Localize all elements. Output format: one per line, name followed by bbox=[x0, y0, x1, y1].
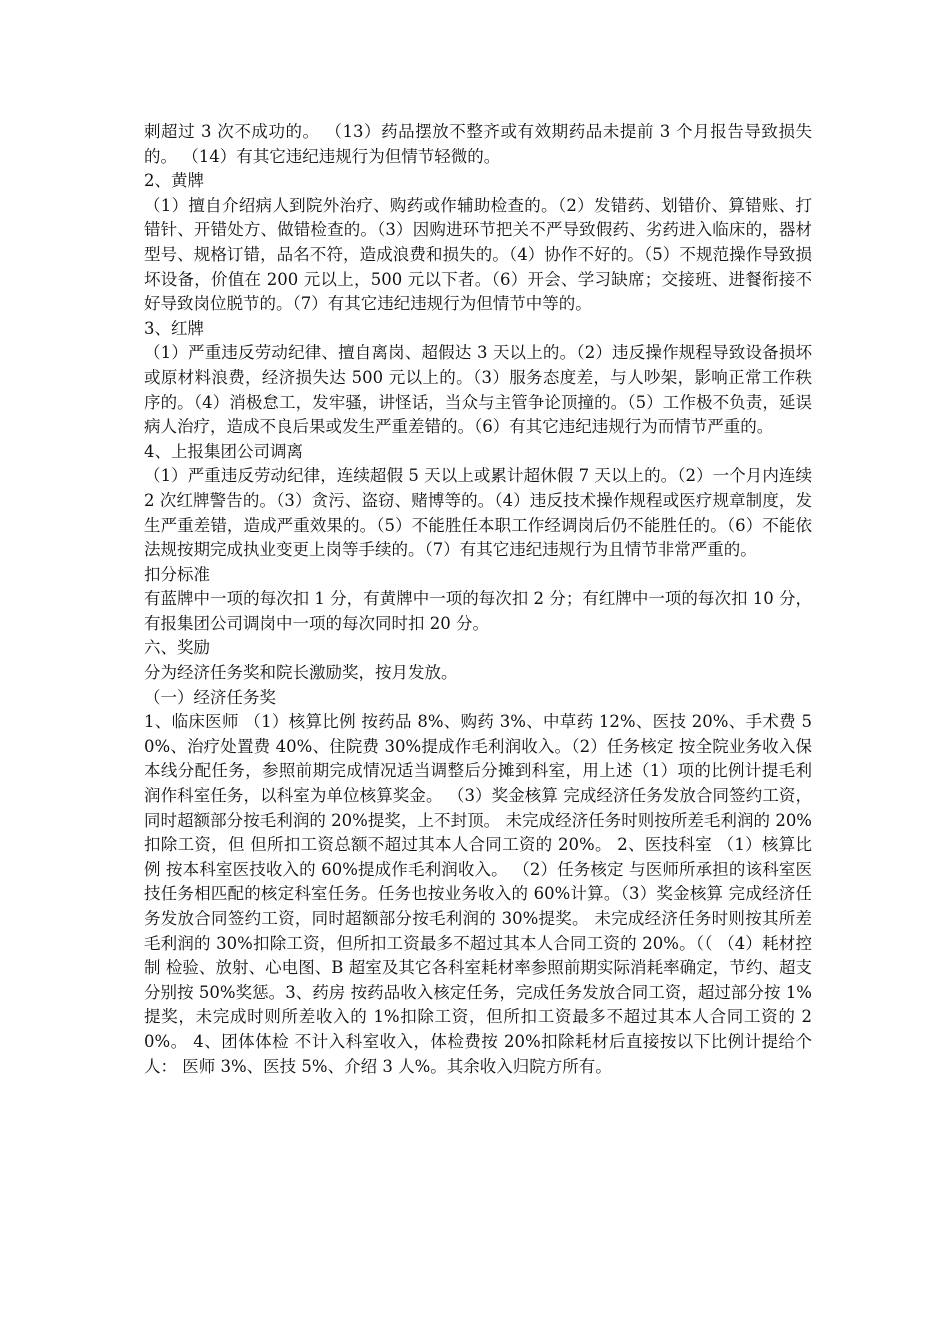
heading-deduction-standard: 扣分标准 bbox=[144, 564, 210, 584]
paragraph-deduction-standard: 有蓝牌中一项的每次扣 1 分，有黄牌中一项的每次扣 2 分；有红牌中一项的每次扣 10 分，有报集团公司调岗中一项的每次同时扣 20 分。 bbox=[144, 589, 812, 633]
heading-red-card: 3、红牌 bbox=[144, 318, 204, 338]
heading-yellow-card: 2、黄牌 bbox=[144, 171, 204, 191]
paragraph-blue-card-tail: 刺超过 3 次不成功的。 （13）药品摆放不整齐或有效期药品未提前 3 个月报告导致损失的。 （14）有其它违纪违规行为但情节轻微的。 bbox=[144, 122, 812, 166]
paragraph-economic-task-award: 1、临床医师 （1）核算比例 按药品 8%、购药 3%、中草药 12%、医技 20%、手术费 50%、治疗处置费 40%、住院费 30%提成作毛利润收入。（2）任务核定 按全院业务收入保本线分配任务，参照前期完成情况适当调整后分摊到科室，用上述（1）项的比例计提毛利润作科室任务，以科室为单位核算奖金。 （3）奖金核算 完成经济任务发放合同签约工资，同时超额部分按毛利润的 20%提奖，上不封顶。 未完成经济任务时则按所差毛利润的 20%扣除工资，但 但所扣工资总额不超过其本人合同工资的 20%。 2、医技科室 （1）核算比例 按本科室医技收入的 60%提成作毛利润收入。 （2）任务核定 与医师所承担的该科室医技任务相匹配的核定科室任务。任务也按业务收入的 60%计算。（3）奖金核算 完成经济任务发放合同签约工资，同时超额部分按毛利润的 30%提奖。 未完成经济任务时则按其所差毛利润的 30%扣除工资，但所扣工资最多不超过其本人合同工资的 20%。（（ （4）耗材控制 检验、放射、心电图、B 超室及其它各科室耗材率参照前期实际消耗率确定，节约、超支分别按 50%奖惩。3、药房 按药品收入核定任务，完成任务发放合同工资，超过部分按 1% 提奖，未完成时则所差收入的 1%扣除工资，但所扣工资最多不超过其本人合同工资的 20%。 4、团体体检 不计入科室收入，体检费按 20%扣除耗材后直接按以下比例计提给个人： 医师 3%、医技 5%、介绍 3 人%。其余收入归院方所有。 bbox=[144, 712, 812, 1076]
paragraph-rewards: 分为经济任务奖和院长激励奖，按月发放。 bbox=[144, 663, 458, 683]
paragraph-report-group: （1）严重违反劳动纪律，连续超假 5 天以上或累计超休假 7 天以上的。（2）一个月内连续 2 次红牌警告的。（3）贪污、盗窃、赌博等的。（4）违反技术操作规程或医疗规章制度，发生严重差错，造成严重效果的。（5）不能胜任本职工作经调岗后仍不能胜任的。（6）不能依法规按期完成执业变更上岗等手续的。（7）有其它违纪违规行为且情节非常严重的。 bbox=[144, 466, 812, 560]
document-body bbox=[144, 120, 812, 1079]
paragraph-yellow-card: （1）擅自介绍病人到院外治疗、购药或作辅助检查的。（2）发错药、划错价、算错账、打错针、开错处方、做错检查的。（3）因购进环节把关不严导致假药、劣药进入临床的，器材型号、规格订错，品名不符，造成浪费和损失的。（4）协作不好的。（5）不规范操作导致损坏设备，价值在 200 元以上，500 元以下者。（6）开会、学习缺席；交接班、进餐衔接不好导致岗位脱节的。（7）有其它违纪违规行为但情节中等的。 bbox=[144, 195, 812, 314]
heading-report-group: 4、上报集团公司调离 bbox=[144, 441, 303, 461]
heading-economic-task-award: （一）经济任务奖 bbox=[144, 687, 276, 707]
heading-rewards: 六、奖励 bbox=[144, 638, 210, 658]
paragraph-red-card: （1）严重违反劳动纪律、擅自离岗、超假达 3 天以上的。（2）违反操作规程导致设备损坏或原材料浪费，经济损失达 500 元以上的。（3）服务态度差，与人吵架，影响正常工作秩序的。（4）消极怠工，发牢骚，讲怪话，当众与主管争论顶撞的。（5）工作极不负责，延误病人治疗，造成不良后果或发生严重差错的。（6）有其它违纪违规行为而情节严重的。 bbox=[144, 343, 812, 437]
